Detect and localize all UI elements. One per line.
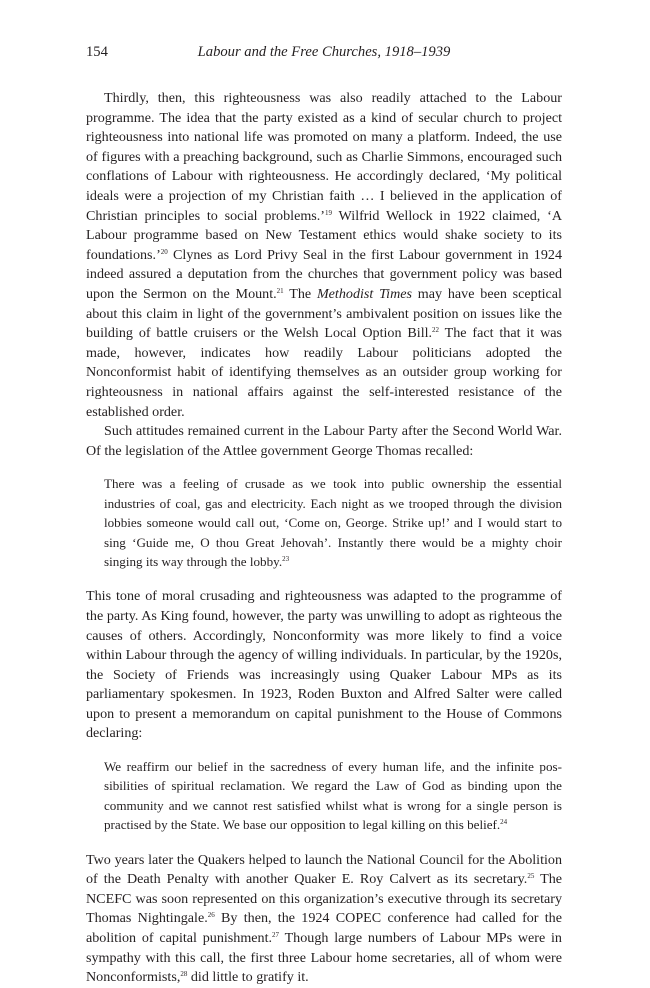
paragraph-1 <box>86 89 562 422</box>
footnote-ref: 21 <box>276 286 284 295</box>
paragraph-text: The fact that it was made, however, indicates how readily Labour politicians adopted the Nonconformist habit of identifying themselves as an outsider group working for righteousness in national affairs against the self-interested resistance of the established order. <box>86 325 562 420</box>
paragraph-text: By then, the 1924 COPEC conference had called for the abolition of capital punishment. <box>86 910 562 947</box>
paragraph-text: Though large numbers of Labour MPs were in sympathy with this call, the first three Labour home secretaries, all of whom were Nonconformists, <box>86 930 562 986</box>
running-head: Labour and the Free Churches, 1918–1939 <box>197 44 451 60</box>
footnote-ref: 25 <box>527 872 535 881</box>
footnote-ref: 28 <box>180 970 188 979</box>
paragraph-text: Wilfrid Wellock in 1922 claimed, ‘A Labour programme based on New Testament ethics would shake society to its foundations.’ <box>86 207 562 263</box>
body-text <box>86 89 562 988</box>
paragraph-text: Thirdly, then, this righteousness was also readily attached to the Labour programme. The idea that the party existed as a kind of secular church to project righteousness into national life was promoted on many a platform. Indeed, the use of figures with a preaching background, such as Charlie Simmons, encouraged such conflations of Labour with righteousness. He accordingly declared, ‘My political ideals were a projection of my Christian faith … I believed in the application of Christian principles to social problems.’ <box>86 90 562 224</box>
paragraph-text: Two years later the Quakers helped to launch the National Council for the Abolition of the Death Penalty with another Quaker E. Roy Calvert as its secretary. <box>86 851 562 888</box>
footnote-ref: 26 <box>207 911 215 920</box>
quote-text: We reaffirm our belief in the sacredness of every human life, and the infinite possibilities of spiritual reclamation. We regard the Law of God as binding upon the community and we cannot rest satisfied whilst what is wrong for a single person is practised by the State. We base our opposition to legal killing on this belief. <box>104 759 562 833</box>
paragraph-text: did little to gratify it. <box>187 969 309 986</box>
page-header <box>86 44 562 64</box>
quote-text: There was a feeling of crusade as we took into public ownership the essential industries of coal, gas and electricity. Each night as we trooped through the division lobbies someone would call out, ‘Come on, George. Strike up!’ and I would start to sing ‘Guide me, O thou Great Jehovah’. Instantly there would be a mighty choir singing its way through the lobby. <box>104 476 562 569</box>
paragraph-text: The <box>283 285 317 302</box>
footnote-ref: 20 <box>160 247 168 256</box>
page-number: 154 <box>86 44 108 60</box>
publication-title: Methodist Times <box>316 285 412 302</box>
paragraph-text: Clynes as Lord Privy Seal in the first Labour government in 1924 indeed assured a deputation from the churches that government policy was based upon the Sermon on the Mount. <box>86 246 562 302</box>
footnote-ref: 23 <box>282 554 290 563</box>
footnote-ref: 22 <box>432 326 440 335</box>
block-quote-2 <box>104 757 562 835</box>
footnote-ref: 24 <box>500 818 508 827</box>
paragraph-text: The NCEFC was soon represented on this organization’s executive through its secretary Thomas Nightingale. <box>86 871 563 927</box>
paragraph-4 <box>86 851 562 988</box>
footnote-ref: 19 <box>324 208 332 217</box>
footnote-ref: 27 <box>272 931 280 940</box>
block-quote-1 <box>104 474 562 571</box>
paragraph-text: may have been sceptical about this claim in light of the government’s ambivalent position on issues like the building of battle cruisers or the Welsh Local Option Bill. <box>86 285 562 342</box>
paragraph-2: Such attitudes remained current in the Labour Party after the Second World War. Of the legislation of the Attlee government George Thomas recalled: <box>86 423 562 459</box>
paragraph-3: This tone of moral crusading and righteousness was adapted to the programme of the party. As King found, however, the party was unwilling to adopt as righteous the causes of others. Accordingly, Nonconformity was more likely to find a voice within Labour through the agency of willing individuals. In particular, by the 1920s, the Society of Friends was increasingly using Quaker Labour MPs as its parliamentary spokesmen. In 1923, Roden Buxton and Alfred Salter were called upon to present a memorandum on capital punishment to the House of Commons declaring: <box>86 588 562 742</box>
